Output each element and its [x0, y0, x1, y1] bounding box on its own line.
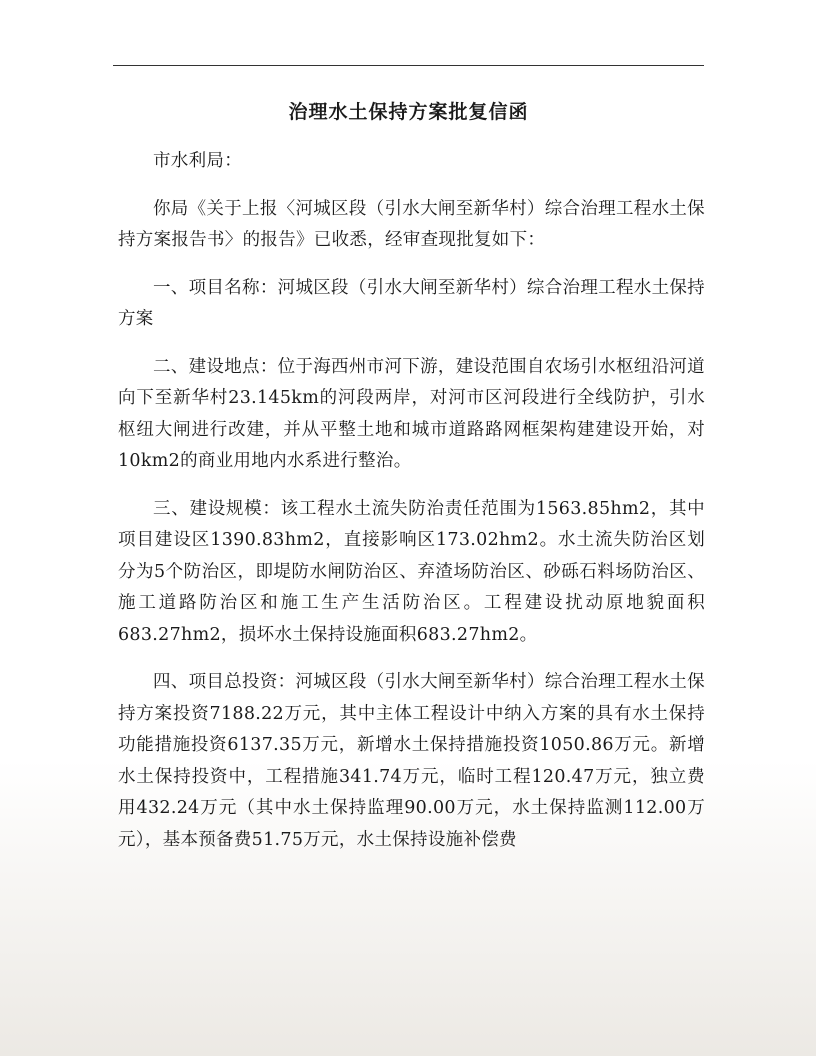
- paragraph-intro: 你局《关于上报〈河城区段（引水大闸至新华村）综合治理工程水土保持方案报告书〉的报告》已收悉，经审查现批复如下：: [118, 198, 705, 250]
- salutation: 市水利局：: [153, 151, 242, 171]
- header-rule: [113, 65, 704, 66]
- document-body: [118, 146, 705, 872]
- paragraph-location: 二、建设地点：位于海西州市河下游，建设范围自农场引水枢纽沿河道向下至新华村23.145km的河段两岸，对河市区河段进行全线防护，引水枢纽大闸进行改建，并从平整土地和城市道路路网框架构建建设开始，对10km2的商业用地内水系进行整治。: [118, 356, 705, 471]
- paragraph-project-name: 一、项目名称：河城区段（引水大闸至新华村）综合治理工程水土保持方案: [118, 277, 705, 329]
- paragraph-investment: 四、项目总投资：河城区段（引水大闸至新华村）综合治理工程水土保持方案投资7188.22万元，其中主体工程设计中纳入方案的具有水土保持功能措施投资6137.35万元，新增水土保持措施投资1050.86万元。新增水土保持投资中，工程措施341.74万元，临时工程120.47万元，独立费用432.24万元（其中水土保持监理90.00万元，水土保持监测112.00万元），基本预备费51.75万元，水土保持设施补偿费: [118, 672, 705, 850]
- document-title: 治理水土保持方案批复信函: [288, 101, 529, 123]
- paragraph-scale: 三、建设规模：该工程水土流失防治责任范围为1563.85hm2，其中项目建设区1390.83hm2，直接影响区173.02hm2。水土流失防治区划分为5个防治区，即堤防水闸防治区、弃渣场防治区、砂砾石料场防治区、施工道路防治区和施工生产生活防治区。工程建设扰动原地貌面积683.27hm2，损坏水土保持设施面积683.27hm2。: [118, 498, 705, 645]
